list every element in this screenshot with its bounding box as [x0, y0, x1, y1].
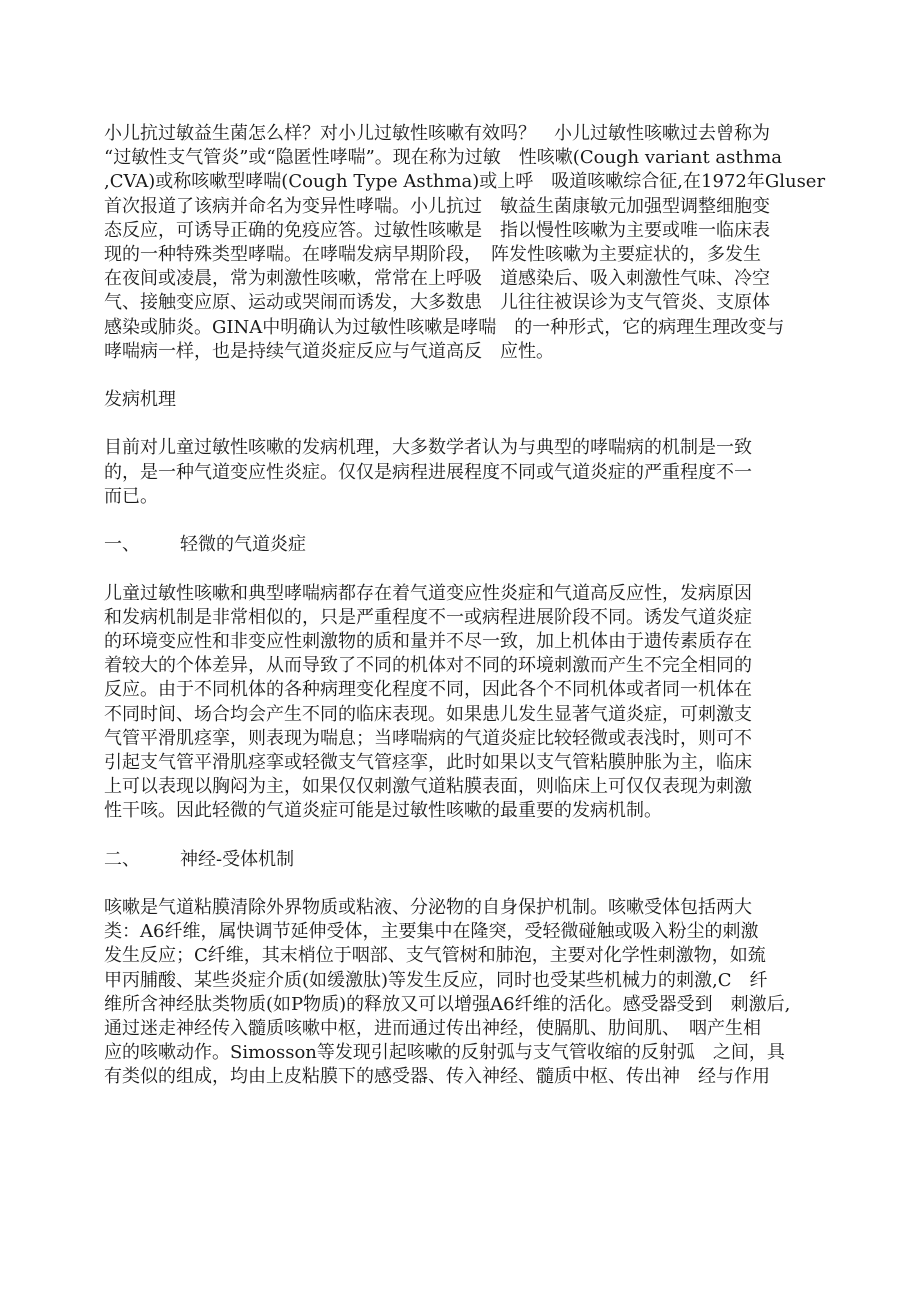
text-line: 维所含神经肽类物质(如P物质)的释放又可以增强A6纤维的活化。感受器受到 刺激后, [104, 993, 791, 1015]
text-line: “过敏性支气管炎”或“隐匿性哮喘”。现在称为过敏 性咳嗽(Cough variant asthma [104, 147, 783, 169]
text-line: 上可以表现以胸闷为主，如果仅仅刺激气道粘膜表面，则临床上可仅仅表现为刺激 [104, 776, 752, 798]
text-line: 的环境变应性和非变应性刺激物的质和量并不尽一致，加上机体由于遗传素质存在 [104, 630, 752, 652]
text-line: 通过迷走神经传入髓质咳嗽中枢，进而通过传出神经，使膈肌、肋间肌、 咽产生相 [104, 1017, 761, 1039]
text-line: 而已。 [104, 485, 158, 507]
text-line: 感染或肺炎。GINA中明确认为过敏性咳嗽是哮喘 的一种形式，它的病理生理改变与 [104, 316, 785, 338]
section-title: 神经-受体机制 [180, 848, 295, 870]
section-number: 一、 [104, 534, 140, 556]
text-line: 现的一种特殊类型哮喘。在哮喘发病早期阶段， 阵发性咳嗽为主要症状的，多发生 [104, 243, 761, 265]
section-heading-mechanism: 发病机理 [104, 389, 176, 411]
section-one-paragraph [104, 582, 828, 824]
text-line: 儿童过敏性咳嗽和典型哮喘病都存在着气道变应性炎症和气道高反应性，发病原因 [104, 582, 752, 604]
text-line: 着较大的个体差异，从而导致了不同的机体对不同的环境刺激而产生不完全相同的 [104, 655, 752, 677]
text-line: 不同时间、场合均会产生不同的临床表现。如果患儿发生显著气道炎症，可刺激支 [104, 703, 752, 725]
text-line: 甲丙脯酸、某些炎症介质(如缓激肽)等发生反应，同时也受某些机械力的刺激,C 纤 [104, 969, 768, 991]
intro-paragraph [104, 122, 828, 364]
text-line: 咳嗽是气道粘膜清除外界物质或粘液、分泌物的自身保护机制。咳嗽受体包括两大 [104, 897, 752, 918]
text-line: 在夜间或凌晨，常为刺激性咳嗽，常常在上呼吸 道感染后、吸入刺激性气味、冷空 [104, 268, 770, 290]
text-line: 反应。由于不同机体的各种病理变化程度不同，因此各个不同机体或者同一机体在 [104, 679, 752, 701]
document-page [104, 122, 828, 1090]
text-line: 哮喘病一样，也是持续气道炎症反应与气道高反 应性。 [104, 340, 554, 362]
mechanism-paragraph [104, 436, 828, 509]
text-line: 目前对儿童过敏性咳嗽的发病机理，大多数学者认为与典型的哮喘病的机制是一致 [104, 437, 752, 459]
section-title: 轻微的气道炎症 [180, 534, 306, 556]
text-line: 首次报道了该病并命名为变异性哮喘。小儿抗过 敏益生菌康敏元加强型调整细胞变 [104, 195, 770, 217]
text-line: 和发病机制是非常相似的，只是严重程度不一或病程进展阶段不同。诱发气道炎症 [104, 606, 752, 628]
text-line: 气、接触变应原、运动或哭闹而诱发，大多数患 儿往往被误诊为支气管炎、支原体 [104, 292, 770, 314]
text-line: 性干咳。因此轻微的气道炎症可能是过敏性咳嗽的最重要的发病机制。 [104, 800, 662, 822]
section-two-paragraph [104, 896, 828, 1090]
text-line: 有类似的组成，均由上皮粘膜下的感受器、传入神经、髓质中枢、传出神 经与作用 [104, 1066, 770, 1088]
section-number: 二、 [104, 848, 140, 870]
text-line: 引起支气管平滑肌痉挛或轻微支气管痉挛，此时如果以支气管粘膜肿胀为主，临床 [104, 751, 752, 773]
text-line: 气管平滑肌痉挛，则表现为喘息；当哮喘病的气道炎症比较轻微或表浅时，则可不 [104, 727, 752, 749]
text-line: ,CVA)或称咳嗽型哮喘(Cough Type Asthma)或上呼 吸道咳嗽综合征,在1972年Gluser [104, 171, 826, 193]
text-line: 小儿抗过敏益生菌怎么样？对小儿过敏性咳嗽有效吗？ 小儿过敏性咳嗽过去曾称为 [104, 123, 770, 144]
text-line: 发生反应；C纤维，其末梢位于咽部、支气管树和肺泡，主要对化学性刺激物，如巯 [104, 945, 766, 967]
text-line: 态反应，可诱导正确的免疫应答。过敏性咳嗽是 指以慢性咳嗽为主要或唯一临床表 [104, 219, 770, 241]
text-line: 类：A6纤维，属快调节延伸受体，主要集中在隆突，受轻微碰触或吸入粉尘的刺激 [104, 921, 759, 943]
section-heading-one [104, 533, 828, 557]
text-line: 应的咳嗽动作。Simosson等发现引起咳嗽的反射弧与支气管收缩的反射弧 之间，具 [104, 1042, 785, 1064]
text-line: 的，是一种气道变应性炎症。仅仅是病程进展程度不同或气道炎症的严重程度不一 [104, 461, 752, 483]
section-heading-two [104, 848, 828, 872]
